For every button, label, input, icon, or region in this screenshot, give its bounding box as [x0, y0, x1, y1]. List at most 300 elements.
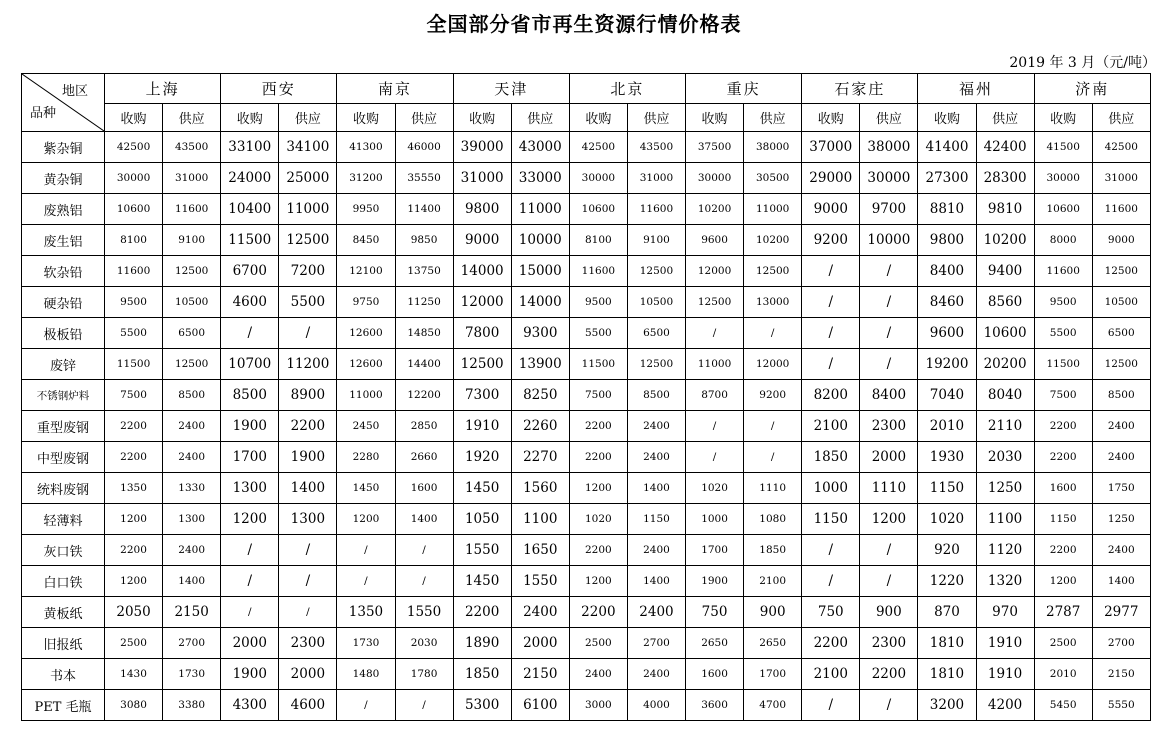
sell-price-header: 供应 [163, 104, 221, 132]
price-cell: 1850 [744, 535, 802, 566]
price-cell: 39000 [453, 132, 511, 163]
price-cell: 8400 [860, 380, 918, 411]
price-cell: 1200 [337, 504, 395, 535]
price-cell: 11000 [744, 194, 802, 225]
price-cell: 1200 [105, 504, 163, 535]
price-cell: 12500 [163, 256, 221, 287]
price-cell: 30500 [744, 163, 802, 194]
price-cell: 2100 [802, 411, 860, 442]
table-row [22, 380, 1151, 411]
price-cell: 750 [802, 597, 860, 628]
price-cell: 8500 [163, 380, 221, 411]
price-cell: 1200 [221, 504, 279, 535]
city-header: 重庆 [686, 74, 802, 104]
city-header: 上海 [105, 74, 221, 104]
city-header: 北京 [569, 74, 685, 104]
price-cell: 9100 [627, 225, 685, 256]
price-cell: 9000 [1092, 225, 1150, 256]
price-cell: 1700 [686, 535, 744, 566]
price-cell: / [279, 318, 337, 349]
price-cell: 1100 [511, 504, 569, 535]
price-cell: 1930 [918, 442, 976, 473]
price-cell: 9750 [337, 287, 395, 318]
item-name-cell: 书本 [22, 659, 105, 690]
price-cell: 7040 [918, 380, 976, 411]
price-cell: 2200 [105, 411, 163, 442]
price-cell: 4200 [976, 690, 1034, 721]
table-row [22, 225, 1151, 256]
price-cell: 2500 [105, 628, 163, 659]
sell-price-header: 供应 [627, 104, 685, 132]
price-cell: 10600 [105, 194, 163, 225]
price-cell: 27300 [918, 163, 976, 194]
price-cell: / [221, 597, 279, 628]
item-name-cell: 黄杂铜 [22, 163, 105, 194]
price-cell: 11500 [105, 349, 163, 380]
sell-price-header: 供应 [860, 104, 918, 132]
price-cell: 8000 [1034, 225, 1092, 256]
price-cell: 9500 [1034, 287, 1092, 318]
price-cell: 1450 [453, 473, 511, 504]
price-cell: 30000 [686, 163, 744, 194]
price-cell: / [395, 566, 453, 597]
price-cell: 2300 [860, 628, 918, 659]
price-cell: / [686, 318, 744, 349]
price-cell: 1750 [1092, 473, 1150, 504]
price-cell: 4300 [221, 690, 279, 721]
price-cell: 1020 [569, 504, 627, 535]
item-name-cell: 紫杂铜 [22, 132, 105, 163]
price-cell: 4600 [221, 287, 279, 318]
item-name-cell: 灰口铁 [22, 535, 105, 566]
price-cell: / [337, 566, 395, 597]
table-row [22, 504, 1151, 535]
price-cell: 1550 [453, 535, 511, 566]
price-cell: 2300 [279, 628, 337, 659]
price-cell: 2700 [627, 628, 685, 659]
price-cell: 1900 [221, 659, 279, 690]
price-cell: 870 [918, 597, 976, 628]
price-cell: / [860, 318, 918, 349]
item-name-cell: 中型废钢 [22, 442, 105, 473]
price-cell: 38000 [860, 132, 918, 163]
city-header: 济南 [1034, 74, 1150, 104]
price-cell: 2400 [627, 442, 685, 473]
region-label: 地区 [61, 84, 88, 99]
price-cell: 10400 [221, 194, 279, 225]
price-cell: 9700 [860, 194, 918, 225]
price-cell: 7200 [279, 256, 337, 287]
price-cell: 7500 [569, 380, 627, 411]
price-cell: 2200 [860, 659, 918, 690]
price-cell: 2977 [1092, 597, 1150, 628]
price-cell: 41500 [1034, 132, 1092, 163]
price-cell: 1150 [802, 504, 860, 535]
price-cell: 1150 [1034, 504, 1092, 535]
item-name-cell: 废熟铝 [22, 194, 105, 225]
price-cell: 2700 [1092, 628, 1150, 659]
price-cell: 1350 [337, 597, 395, 628]
price-cell: 31000 [453, 163, 511, 194]
corner-header-cell [22, 74, 105, 132]
price-cell: 1200 [569, 566, 627, 597]
price-cell: 11000 [337, 380, 395, 411]
price-cell: 4000 [627, 690, 685, 721]
price-cell: 34100 [279, 132, 337, 163]
price-cell: 12600 [337, 318, 395, 349]
price-cell: 3080 [105, 690, 163, 721]
item-name-cell: 黄板纸 [22, 597, 105, 628]
price-cell: 920 [918, 535, 976, 566]
price-cell: 28300 [976, 163, 1034, 194]
city-header: 天津 [453, 74, 569, 104]
price-cell: / [802, 690, 860, 721]
price-cell: 2030 [976, 442, 1034, 473]
price-cell: 5500 [1034, 318, 1092, 349]
price-cell: 10600 [976, 318, 1034, 349]
price-cell: 1910 [976, 659, 1034, 690]
page-title: 全国部分省市再生资源行情价格表 [426, 12, 742, 36]
table-row [22, 473, 1151, 504]
price-cell: 11250 [395, 287, 453, 318]
price-cell: 1100 [976, 504, 1034, 535]
price-cell: 7500 [1034, 380, 1092, 411]
price-cell: 14000 [511, 287, 569, 318]
price-cell: / [802, 256, 860, 287]
price-cell: 42500 [1092, 132, 1150, 163]
price-cell: 2200 [105, 535, 163, 566]
buy-price-header: 收购 [802, 104, 860, 132]
buy-price-header: 收购 [337, 104, 395, 132]
price-cell: / [802, 566, 860, 597]
price-cell: 2110 [976, 411, 1034, 442]
price-cell: 2400 [163, 535, 221, 566]
price-cell: 2400 [163, 411, 221, 442]
price-cell: 14400 [395, 349, 453, 380]
price-cell: 12500 [686, 287, 744, 318]
price-cell: 10700 [221, 349, 279, 380]
price-cell: 2200 [1034, 411, 1092, 442]
price-cell: 2500 [1034, 628, 1092, 659]
price-cell: 1200 [105, 566, 163, 597]
price-cell: 30000 [105, 163, 163, 194]
price-cell: 12500 [1092, 349, 1150, 380]
table-row [22, 132, 1151, 163]
price-cell: 1700 [744, 659, 802, 690]
price-cell: 5450 [1034, 690, 1092, 721]
price-cell: 1900 [221, 411, 279, 442]
price-cell: 9200 [744, 380, 802, 411]
price-cell: 11500 [1034, 349, 1092, 380]
table-row [22, 411, 1151, 442]
price-cell: 2450 [337, 411, 395, 442]
sub-header-row [22, 104, 1151, 132]
price-cell: 1650 [511, 535, 569, 566]
price-cell: 1450 [337, 473, 395, 504]
table-row [22, 163, 1151, 194]
price-cell: 13900 [511, 349, 569, 380]
table-row [22, 349, 1151, 380]
price-cell: 9500 [105, 287, 163, 318]
price-cell: 10200 [744, 225, 802, 256]
price-cell: 3600 [686, 690, 744, 721]
price-cell: 9600 [686, 225, 744, 256]
price-cell: 1730 [337, 628, 395, 659]
price-cell: 10600 [1034, 194, 1092, 225]
table-row [22, 566, 1151, 597]
price-cell: 6500 [1092, 318, 1150, 349]
price-cell: 37500 [686, 132, 744, 163]
price-cell: 11000 [511, 194, 569, 225]
item-name-cell: 软杂铅 [22, 256, 105, 287]
price-cell: 8100 [105, 225, 163, 256]
price-cell: 1600 [395, 473, 453, 504]
buy-price-header: 收购 [221, 104, 279, 132]
price-cell: 4700 [744, 690, 802, 721]
price-cell: 11600 [627, 194, 685, 225]
item-name-cell: 废生铝 [22, 225, 105, 256]
city-header: 南京 [337, 74, 453, 104]
price-cell: 1600 [1034, 473, 1092, 504]
price-cell: 1810 [918, 628, 976, 659]
price-cell: / [395, 535, 453, 566]
price-cell: 9200 [802, 225, 860, 256]
price-cell: / [802, 349, 860, 380]
price-cell: 11600 [569, 256, 627, 287]
price-cell: 2650 [686, 628, 744, 659]
price-cell: 2050 [105, 597, 163, 628]
price-cell: 2650 [744, 628, 802, 659]
price-cell: 1300 [279, 504, 337, 535]
price-cell: 46000 [395, 132, 453, 163]
price-cell: 33100 [221, 132, 279, 163]
price-cell: 1780 [395, 659, 453, 690]
item-name-cell: 旧报纸 [22, 628, 105, 659]
sell-price-header: 供应 [279, 104, 337, 132]
price-cell: 14000 [453, 256, 511, 287]
price-cell: 12000 [453, 287, 511, 318]
price-cell: / [802, 318, 860, 349]
price-cell: 1700 [221, 442, 279, 473]
price-cell: 9500 [569, 287, 627, 318]
price-cell: 12500 [744, 256, 802, 287]
price-cell: 2100 [802, 659, 860, 690]
price-table-body [22, 132, 1151, 721]
price-cell: 10500 [627, 287, 685, 318]
price-cell: 4600 [279, 690, 337, 721]
price-cell: 10600 [569, 194, 627, 225]
price-cell: / [802, 535, 860, 566]
table-row [22, 535, 1151, 566]
price-cell: 35550 [395, 163, 453, 194]
price-cell: 12000 [686, 256, 744, 287]
price-cell: / [337, 690, 395, 721]
price-cell: 2000 [221, 628, 279, 659]
price-cell: 2400 [1092, 535, 1150, 566]
price-cell: 12500 [453, 349, 511, 380]
price-cell: 9950 [337, 194, 395, 225]
price-cell: 31200 [337, 163, 395, 194]
price-cell: 8250 [511, 380, 569, 411]
price-cell: 7300 [453, 380, 511, 411]
item-name-cell: 统料废钢 [22, 473, 105, 504]
price-cell: 2200 [802, 628, 860, 659]
table-row [22, 287, 1151, 318]
price-cell: / [744, 318, 802, 349]
price-cell: 10000 [860, 225, 918, 256]
price-cell: 12500 [1092, 256, 1150, 287]
price-cell: 10200 [976, 225, 1034, 256]
price-cell: / [860, 287, 918, 318]
buy-price-header: 收购 [918, 104, 976, 132]
price-cell: 8100 [569, 225, 627, 256]
price-cell: 2400 [627, 597, 685, 628]
price-cell: 11400 [395, 194, 453, 225]
price-cell: 1900 [686, 566, 744, 597]
city-header-row [22, 74, 1151, 104]
sell-price-header: 供应 [744, 104, 802, 132]
price-cell: 2200 [569, 597, 627, 628]
table-row [22, 690, 1151, 721]
price-cell: 2200 [105, 442, 163, 473]
price-cell: 13000 [744, 287, 802, 318]
price-cell: / [744, 442, 802, 473]
price-cell: 12500 [279, 225, 337, 256]
price-table [21, 73, 1151, 721]
price-cell: / [279, 566, 337, 597]
category-label: 品种 [30, 106, 57, 121]
price-cell: 9800 [453, 194, 511, 225]
price-cell: 2200 [279, 411, 337, 442]
price-cell: 2400 [163, 442, 221, 473]
buy-price-header: 收购 [1034, 104, 1092, 132]
price-cell: 5300 [453, 690, 511, 721]
price-cell: 1810 [918, 659, 976, 690]
price-cell: 9100 [163, 225, 221, 256]
price-cell: 1000 [686, 504, 744, 535]
price-cell: 2200 [569, 535, 627, 566]
price-cell: 2000 [860, 442, 918, 473]
price-cell: 30000 [860, 163, 918, 194]
price-cell: 9300 [511, 318, 569, 349]
price-cell: 20200 [976, 349, 1034, 380]
price-cell: 6500 [163, 318, 221, 349]
price-cell: / [860, 256, 918, 287]
price-cell: 2010 [1034, 659, 1092, 690]
price-cell: 15000 [511, 256, 569, 287]
item-name-cell: 轻薄料 [22, 504, 105, 535]
sell-price-header: 供应 [511, 104, 569, 132]
price-cell: 10200 [686, 194, 744, 225]
price-cell: 1400 [279, 473, 337, 504]
price-cell: 1050 [453, 504, 511, 535]
sell-price-header: 供应 [976, 104, 1034, 132]
price-cell: 41400 [918, 132, 976, 163]
table-row [22, 194, 1151, 225]
table-row [22, 659, 1151, 690]
price-cell: 1080 [744, 504, 802, 535]
item-name-cell: PET 毛瓶 [22, 690, 105, 721]
price-cell: 1250 [976, 473, 1034, 504]
price-cell: 1150 [918, 473, 976, 504]
price-cell: 41300 [337, 132, 395, 163]
price-cell: 1000 [802, 473, 860, 504]
price-cell: 12100 [337, 256, 395, 287]
date-unit-label: 2019 年 3 月（元/吨） [1009, 55, 1156, 71]
price-cell: 2400 [627, 411, 685, 442]
price-cell: 6500 [627, 318, 685, 349]
item-name-cell: 硬杂铅 [22, 287, 105, 318]
price-cell: / [395, 690, 453, 721]
price-cell: 11500 [221, 225, 279, 256]
price-cell: 2100 [744, 566, 802, 597]
price-cell: 7800 [453, 318, 511, 349]
price-cell: 2260 [511, 411, 569, 442]
price-cell: / [802, 287, 860, 318]
price-cell: 8500 [627, 380, 685, 411]
price-cell: 2150 [511, 659, 569, 690]
sell-price-header: 供应 [395, 104, 453, 132]
price-cell: 31000 [163, 163, 221, 194]
table-row [22, 597, 1151, 628]
price-cell: / [221, 318, 279, 349]
price-cell: 33000 [511, 163, 569, 194]
price-cell: 31000 [1092, 163, 1150, 194]
price-cell: 1550 [511, 566, 569, 597]
price-cell: 1150 [627, 504, 685, 535]
price-cell: 3380 [163, 690, 221, 721]
buy-price-header: 收购 [453, 104, 511, 132]
price-cell: 1300 [221, 473, 279, 504]
price-cell: 5500 [569, 318, 627, 349]
price-cell: 2000 [279, 659, 337, 690]
price-cell: 1450 [453, 566, 511, 597]
price-cell: 8900 [279, 380, 337, 411]
price-cell: 1400 [395, 504, 453, 535]
price-cell: 3200 [918, 690, 976, 721]
price-cell: 2400 [511, 597, 569, 628]
price-cell: 2400 [1092, 442, 1150, 473]
buy-price-header: 收购 [105, 104, 163, 132]
price-cell: / [221, 566, 279, 597]
price-cell: 43500 [163, 132, 221, 163]
price-cell: 1220 [918, 566, 976, 597]
price-cell: 8450 [337, 225, 395, 256]
price-cell: 900 [744, 597, 802, 628]
price-cell: 1020 [918, 504, 976, 535]
price-cell: 9000 [802, 194, 860, 225]
price-cell: 1400 [627, 566, 685, 597]
price-cell: 8200 [802, 380, 860, 411]
price-cell: 2700 [163, 628, 221, 659]
price-cell: 2270 [511, 442, 569, 473]
price-cell: 10500 [163, 287, 221, 318]
price-cell: 11000 [686, 349, 744, 380]
price-cell: 8700 [686, 380, 744, 411]
price-cell: 24000 [221, 163, 279, 194]
price-cell: 42500 [569, 132, 627, 163]
price-cell: 1110 [860, 473, 918, 504]
price-cell: 2660 [395, 442, 453, 473]
price-cell: 1320 [976, 566, 1034, 597]
price-cell: 11000 [279, 194, 337, 225]
price-cell: / [221, 535, 279, 566]
price-cell: 19200 [918, 349, 976, 380]
price-cell: 1330 [163, 473, 221, 504]
table-row [22, 628, 1151, 659]
price-cell: 13750 [395, 256, 453, 287]
price-cell: 1920 [453, 442, 511, 473]
